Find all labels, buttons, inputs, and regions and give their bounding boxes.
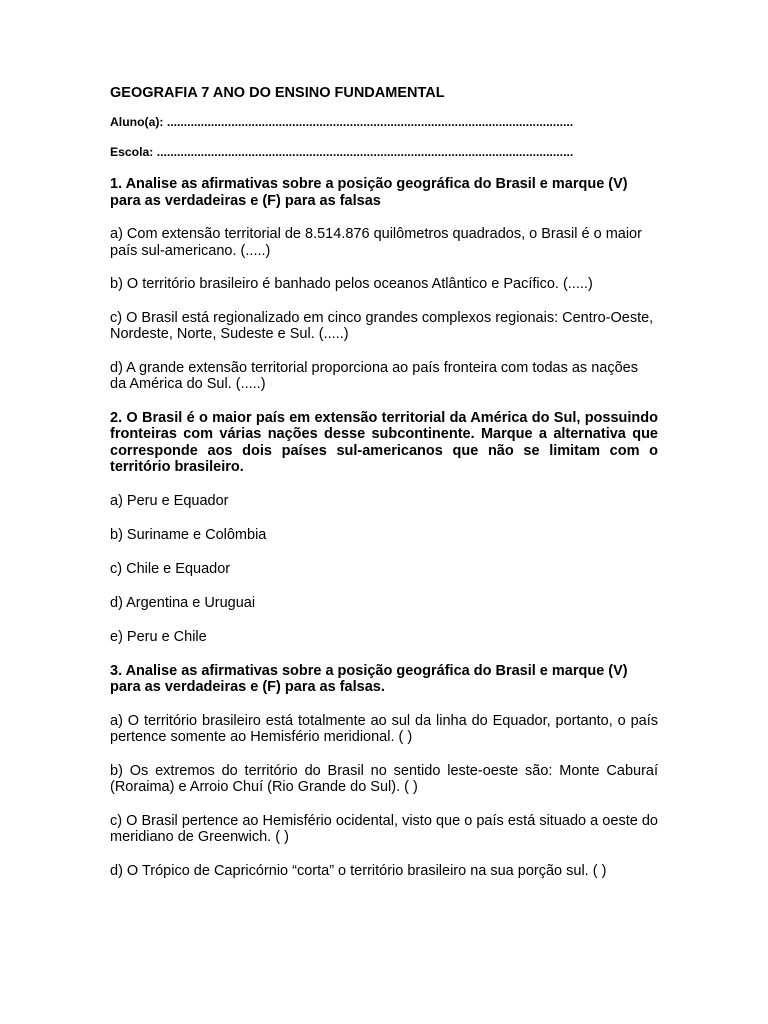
question-2-option-e: e) Peru e Chile <box>110 628 207 645</box>
question-3-option-b: b) Os extremos do território do Brasil no sentido leste-oeste são: Monte Caburaí (Roraima) e Arroio Chuí (Rio Grande do Sul). ( ) <box>110 762 658 795</box>
question-3-option-a: a) O território brasileiro está totalmente ao sul da linha do Equador, portanto, o país pertence somente ao Hemisfério meridional. ( ) <box>110 712 658 745</box>
document-title: GEOGRAFIA 7 ANO DO ENSINO FUNDAMENTAL <box>110 85 445 101</box>
question-3-option-d: d) O Trópico de Capricórnio “corta” o território brasileiro na sua porção sul. ( ) <box>110 862 607 879</box>
question-2-option-d: d) Argentina e Uruguai <box>110 594 256 611</box>
question-1-option-a: a) Com extensão territorial de 8.514.876 quilômetros quadrados, o Brasil é o maior país sul-americano. (.....) <box>110 226 642 259</box>
question-1-option-c: c) O Brasil está regionalizado em cinco grandes complexos regionais: Centro-Oeste, Nordeste, Norte, Sudeste e Sul. (.....) <box>110 309 654 342</box>
question-1-option-b: b) O território brasileiro é banhado pelos oceanos Atlântico e Pacífico. (.....) <box>110 276 593 292</box>
school-name-line: Escola: ........................................................................................................................... <box>110 145 574 159</box>
question-2-option-b: b) Suriname e Colômbia <box>110 526 267 543</box>
question-2-option-a: a) Peru e Equador <box>110 492 229 509</box>
student-name-line: Aluno(a): ........................................................................................................................ <box>110 115 574 129</box>
question-2-option-c: c) Chile e Equador <box>110 560 231 577</box>
question-1: 1. Analise as afirmativas sobre a posição geográfica do Brasil e marque (V) para as verdadeiras e (F) para as falsas <box>110 176 628 209</box>
question-2: 2. O Brasil é o maior país em extensão territorial da América do Sul, possuindo fronteiras com várias nações desse subcontinente. Marque a alternativa que corresponde aos dois países sul-americanos que não se limitam com o território brasileiro. <box>110 409 658 475</box>
question-1-option-d: d) A grande extensão territorial proporciona ao país fronteira com todas as nações da América do Sul. (.....) <box>110 359 638 392</box>
question-3: 3. Analise as afirmativas sobre a posição geográfica do Brasil e marque (V) para as verdadeiras e (F) para as falsas. <box>110 662 628 695</box>
question-3-option-c: c) O Brasil pertence ao Hemisfério ocidental, visto que o país está situado a oeste do meridiano de Greenwich. ( ) <box>110 812 658 845</box>
document-page <box>110 84 658 896</box>
